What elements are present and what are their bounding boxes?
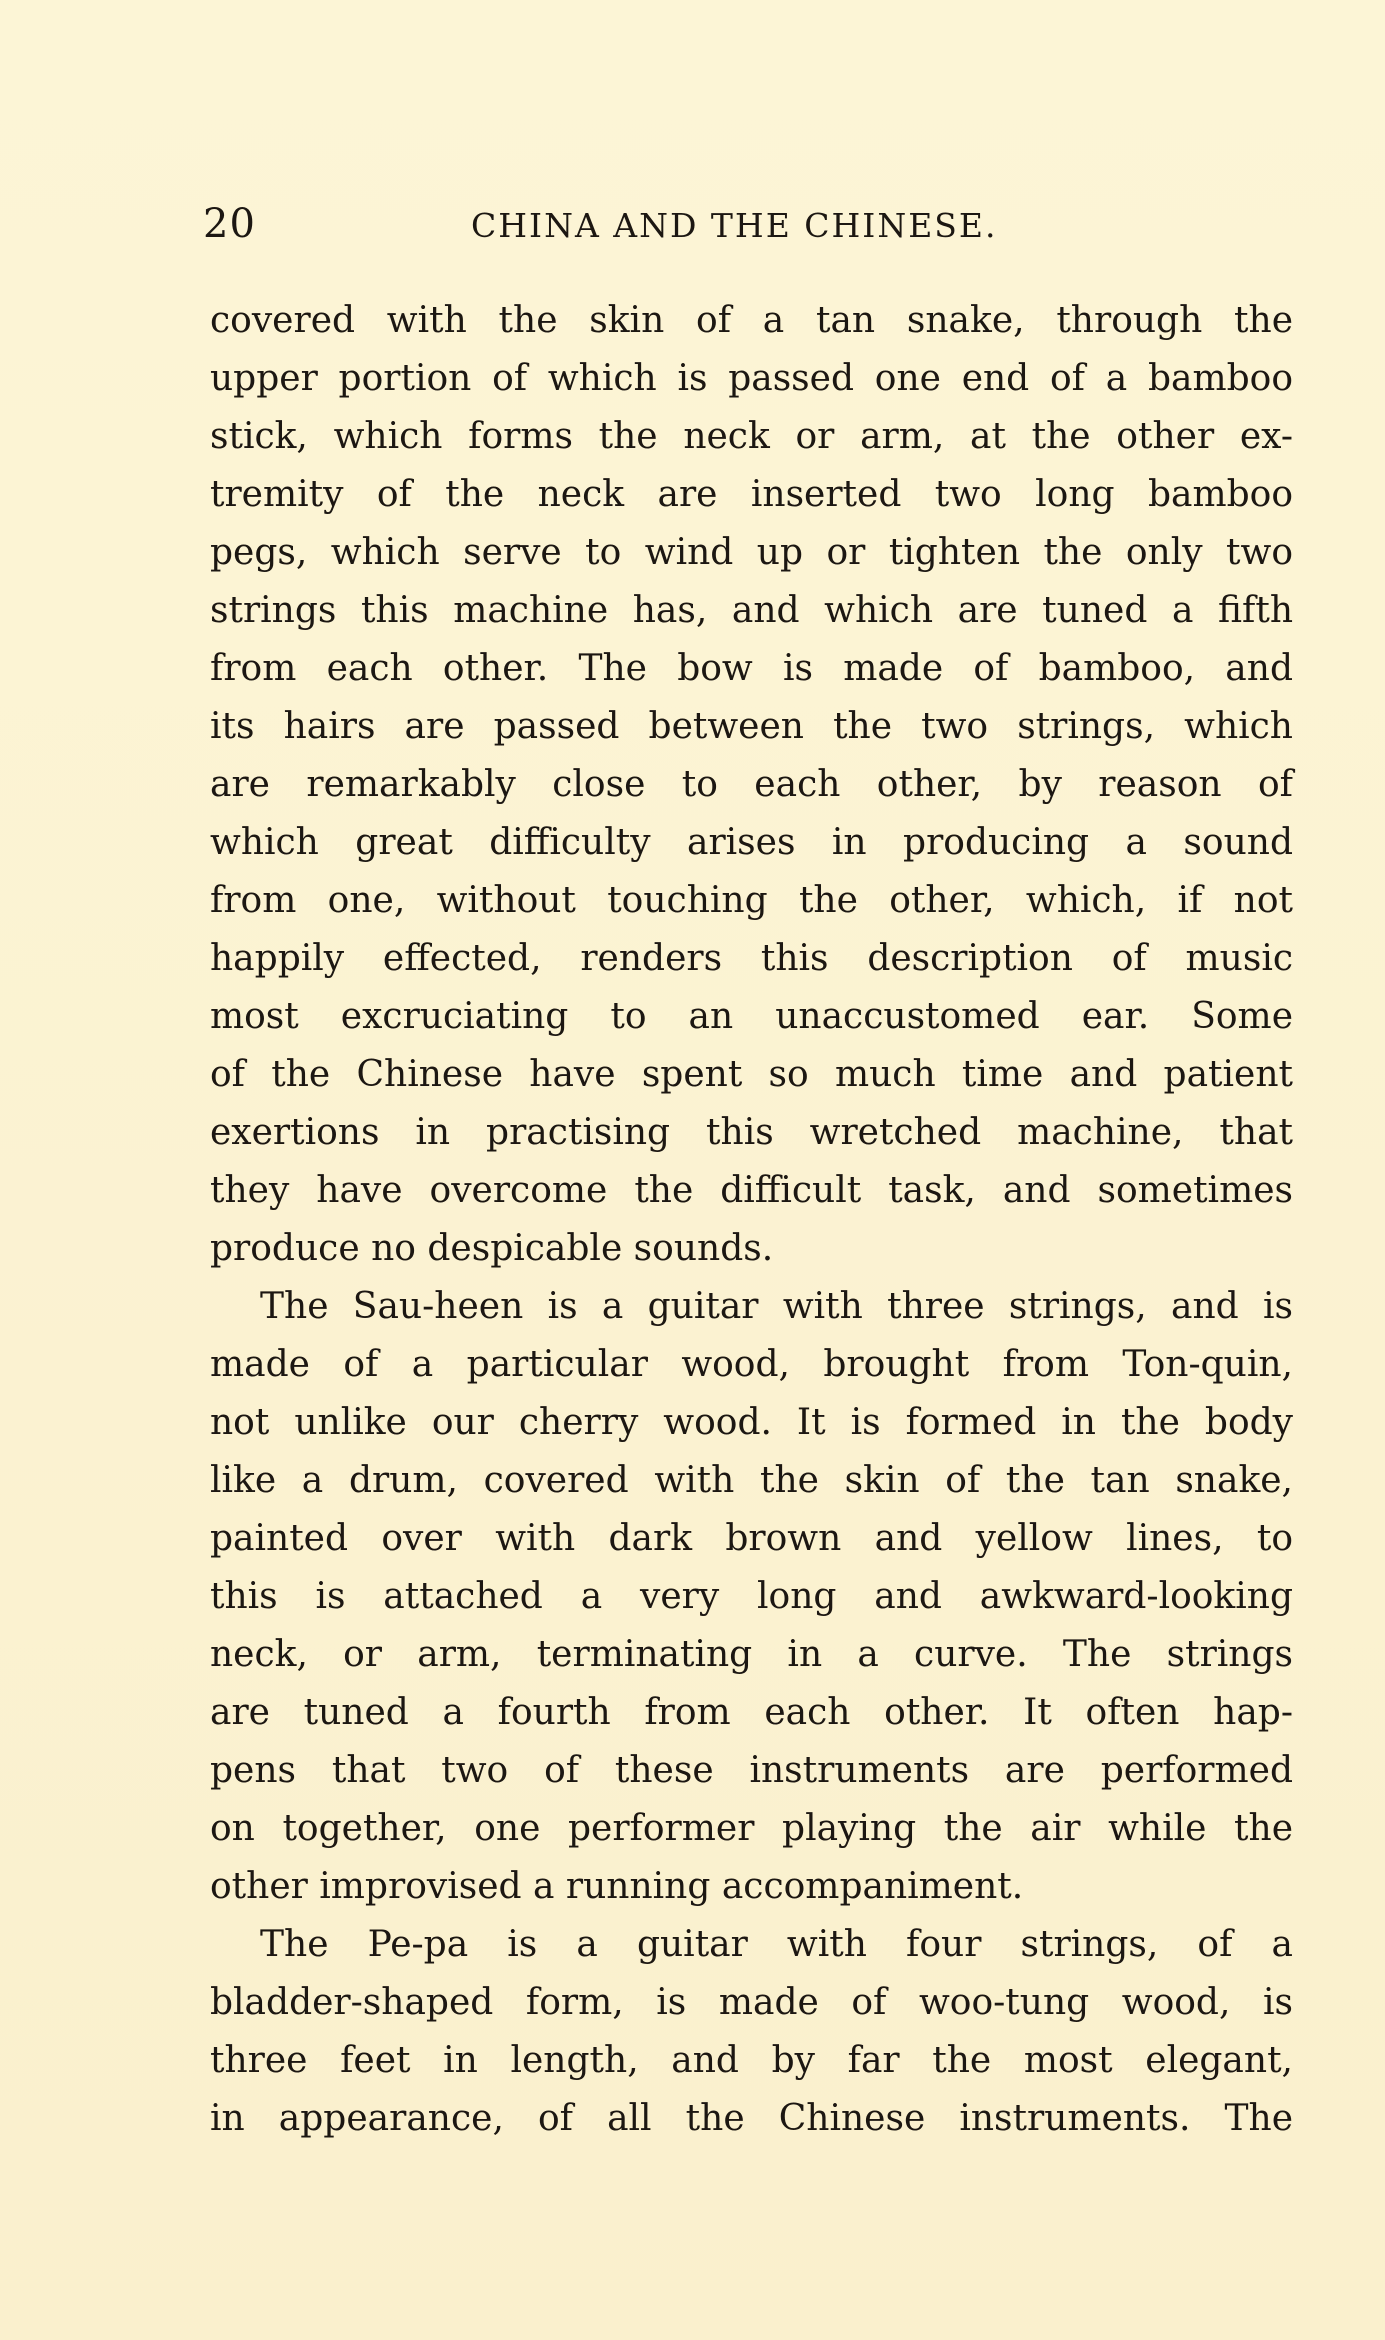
text-line: painted over with dark brown and yellow lines, to [210,1518,1293,1559]
text-line: tremity of the neck are inserted two long bamboo [210,474,1293,515]
text-line: upper portion of which is passed one end of a bamboo [210,358,1293,399]
text-line: happily effected, renders this description of music [210,938,1293,979]
running-head [203,196,1303,252]
text-line: from each other. The bow is made of bamboo, and [210,648,1293,689]
text-line: are remarkably close to each other, by reason of [210,764,1293,805]
text-line: pegs, which serve to wind up or tighten the only two [210,532,1293,573]
text-line: covered with the skin of a tan snake, through the [210,300,1293,341]
text-line: they have overcome the difficult task, and sometimes [210,1170,1293,1211]
paragraph-end-line: produce no despicable sounds. [210,1228,774,1269]
text-line: its hairs are passed between the two strings, which [210,706,1293,747]
text-line: which great difficulty arises in producing a sound [210,822,1293,863]
text-line: most excruciating to an unaccustomed ear. Some [210,996,1293,1037]
paragraph-start-line: The Pe-pa is a guitar with four strings, of a [260,1924,1293,1965]
text-line: made of a particular wood, brought from Ton-quin, [210,1344,1293,1385]
text-line: from one, without touching the other, which, if not [210,880,1293,921]
text-line: three feet in length, and by far the most elegant, [210,2040,1293,2081]
text-line: strings this machine has, and which are tuned a fifth [210,590,1293,631]
paragraph-end-line: other improvised a running accompaniment. [210,1866,1024,1907]
text-line: exertions in practising this wretched machine, that [210,1112,1293,1153]
paragraph-start-line: The Sau-heen is a guitar with three strings, and is [260,1286,1293,1327]
text-line: in appearance, of all the Chinese instruments. The [210,2098,1293,2139]
text-line: of the Chinese have spent so much time and patient [210,1054,1293,1095]
text-line: bladder-shaped form, is made of woo-tung wood, is [210,1982,1293,2023]
text-line: stick, which forms the neck or arm, at the other ex- [210,416,1293,457]
body-text [210,292,1293,2148]
text-line: not unlike our cherry wood. It is formed in the body [210,1402,1293,1443]
text-line: are tuned a fourth from each other. It often hap- [210,1692,1293,1733]
text-line: on together, one performer playing the air while the [210,1808,1293,1849]
text-line: pens that two of these instruments are performed [210,1750,1293,1791]
text-line: like a drum, covered with the skin of the tan snake, [210,1460,1293,1501]
page-number: 20 [203,201,256,247]
text-line: neck, or arm, terminating in a curve. The strings [210,1634,1293,1675]
running-title: CHINA AND THE CHINESE. [471,206,998,245]
text-line: this is attached a very long and awkward-looking [210,1576,1293,1617]
